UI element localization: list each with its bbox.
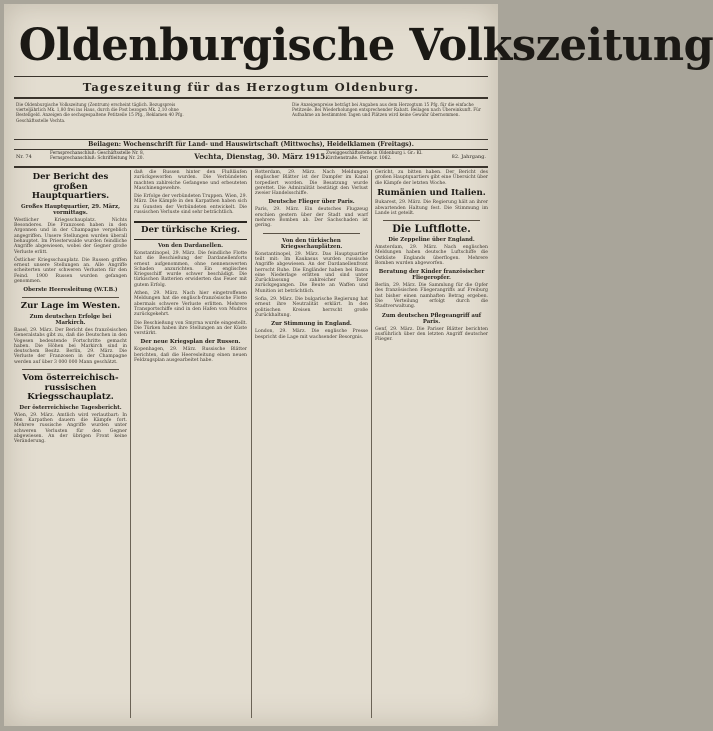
section-headline: Der türkische Krieg. [141, 225, 240, 236]
article-divider [263, 233, 360, 234]
masthead-title: Oldenburgische Volkszeitung [18, 20, 713, 71]
article-text: Konstantinopel, 29. März. Das Hauptquartier teilt mit: Im Kaukasus wurden russische Angriffe abgewiesen. An der Dardanellenfront herrscht Ruhe. Die Engländer haben bei Basra eine Niederlage erlitten und sind unter Zurücklassung zahlreicher Toter zurückgegangen. Die Beute an Waffen und Munition ist beträchtlich. [255, 251, 368, 294]
masthead-subtitle: Tageszeitung für das Herzogtum Oldenburg. [82, 80, 420, 94]
article-subheadline: Von den türkischen Kriegsschauplätzen. [280, 237, 343, 250]
column-separator [371, 170, 372, 718]
article-headline: Der Bericht des großen Hauptquartiers. [31, 172, 110, 202]
advertising-info: Die Anzeigenpreise beträgt bei Angaben aus dem Herzogtum 15 Pfg. für die einfache Petitzeile. Bei Wiederholungen entsprechender Rabatt. Beilagen nach Übereinkunft. Für Aufnahme an bestimmten Tagen und Plätzen wird keine Gewähr übernommen. [292, 102, 481, 118]
article-text: Östlicher Kriegsschauplatz. Die Russen griffen erneut unsere Stellungen an. Alle Angriffe scheiterten unter schweren Verlusten für den Feind. 1900 Russen wurden gefangen genommen. [14, 257, 127, 285]
masthead-rule-bottom [14, 97, 488, 99]
subscription-info: Die Oldenburgische Volkszeitung (Zentrum) erscheint täglich. Bezugspreis vierteljährlich Mk. 1,80 frei ins Haus, durch die Post bezogen Mk. 2,10 ohne Bestellgeld. Anzeigen die sechsgespaltene Petitzeile 15 Pfg., Reklamen 40 Pfg. Geschäftsstelle Vechta. [16, 102, 184, 123]
article-subheadline: Zum deutschen Erfolge bei Markirch. [29, 313, 112, 326]
article-subheadline: Von den Dardanellen. [157, 242, 223, 249]
column-2 [134, 170, 247, 718]
article-text: daß die Russen hinter den Flußläufen zurückgeworfen wurden. Die Verbündeten machten zahlreiche Gefangene und erbeuteten Maschinengewehre. [134, 170, 247, 191]
section-header-box [134, 221, 247, 240]
info-rule [14, 139, 488, 140]
issue-number: Nr. 74 [16, 154, 32, 160]
column-1 [14, 170, 127, 718]
column-separator [251, 170, 252, 718]
newspaper-page [4, 4, 713, 726]
phone-info: Fernsprechanschluß: Geschäftsstelle Nr. 8, Fernsprechanschluß: Schriftleitung Nr. 20. [50, 151, 145, 161]
article-subheadline: Zur Stimmung in England. [271, 321, 352, 328]
article-text: Gericht, zu bitten haben. Der Bericht des großen Hauptquartiers gibt eine Übersicht über die Kämpfe der letzten Woche. [375, 170, 488, 186]
column-3 [255, 170, 368, 718]
dateline-rule [14, 166, 488, 168]
article-text: Amsterdam, 29. März. Nach englischen Meldungen haben deutsche Luftschiffe die Ostküste Englands überflogen. Mehrere Bomben wurden abgeworfen. [375, 244, 488, 266]
article-text: London, 29. März. Die englische Presse bespricht die Lage mit wachsender Besorgnis. [255, 329, 368, 340]
article-subheadline: Der neue Kriegsplan der Russen. [140, 339, 241, 346]
article-text: Konstantinopel, 29. März. Die feindliche Flotte hat die Beschießung der Dardanellenforts erneut aufgenommen, ohne nennenswerten Schaden anzurichten. Ein englisches Kriegsschiff wurde schwer beschädigt. Die türkischen Batterien erwiderten das Feuer mit gutem Erfolg. [134, 250, 247, 288]
column-separator [130, 170, 131, 718]
supplement-line: Beilagen: Wochenschrift für Land- und Hauswirtschaft (Mittwochs), Heidelklamen (Freitags). [88, 141, 414, 148]
article-divider [22, 369, 119, 370]
article-text: Rotterdam, 29. März. Nach Meldungen englischer Blätter ist der Dampfer im Kanal torpediert worden. Die Besatzung wurde gerettet. Die Admiralität bestätigt den Verlust zweier Handelsschiffe. [255, 170, 368, 197]
masthead-rule-top [14, 76, 488, 77]
column-4 [375, 170, 488, 718]
article-text: Sofia, 29. März. Die bulgarische Regierung hat erneut ihre Neutralität erklärt. In den politischen Kreisen herrscht große Zurückhaltung. [255, 297, 368, 318]
article-headline: Vom österreichisch-russischen Kriegsschauplatz. [22, 373, 119, 403]
article-headline: Die Luftflotte. [392, 224, 471, 236]
article-signature: Oberste Heeresleitung (W.T.B.) [23, 287, 118, 294]
article-text: Kopenhagen, 29. März. Russische Blätter berichten, daß die Heeresleitung einen neuen Feldzugsplan ausgearbeitet habe. [134, 347, 247, 364]
article-text: Die Beschießung von Smyrna wurde eingestellt. Die Türken haben ihre Stellungen an der Küste verstärkt. [134, 320, 247, 337]
article-divider [383, 220, 480, 221]
article-text: Berlin, 29. März. Die Sammlung für die Opfer des französischen Fliegerangriffs auf Freiburg hat bisher einen namhaften Betrag ergeben. Die Verteilung erfolgt durch die Stadtverwaltung. [375, 283, 488, 310]
volume-number: 82. Jahrgang. [451, 154, 486, 160]
article-subheadline: Beratung der Kinder französischer Fliegeropfer. [378, 269, 485, 282]
article-headline: Rumänien und Italien. [377, 187, 486, 198]
article-subheadline: Zum deutschen Pflegeangriff auf Paris. [381, 312, 482, 325]
article-text: Paris, 29. März. Ein deutsches Flugzeug erschien gestern über der Stadt und warf mehrere Bomben ab. Der Sachschaden ist gering. [255, 207, 368, 229]
branch-office-info: Zweiggeschäftsstelle in Oldenburg i. Gr.: Kl. Kirchenstraße. Fernspr. 1062. [326, 151, 423, 161]
article-text: Wien, 29. März. Amtlich wird verlautbart: In den Karpathen dauern die Kämpfe fort. Mehrere russische Angriffe wurden unter schweren Verlusten für den Gegner abgewiesen. An der übrigen Front keine Veränderung. [14, 412, 127, 445]
article-subheadline: Großes Hauptquartier, 29. März, vormittags. [21, 203, 120, 216]
article-text: Genf, 29. März. Die Pariser Blätter berichten ausführlich über den letzten Angriff deutscher Flieger. [375, 326, 488, 343]
article-divider [22, 297, 119, 298]
article-subheadline: Der österreichische Tagesbericht. [19, 404, 122, 411]
article-text: Westlicher Kriegsschauplatz. Nichts Besonderes. Die Franzosen haben in den Argonnen und in der Champagne vergeblich angegriffen. Unsere Stellungen wurden überall behauptet. Im Priesterwalde wurden feindliche Angriffe abgewiesen, wobei der Gegner große Verluste erlitt. [14, 217, 127, 255]
article-subheadline: Die Zeppeline über England. [388, 236, 475, 243]
article-subheadline: Deutsche Flieger über Paris. [268, 199, 355, 206]
article-text: Die Erfolge der verbündeten Truppen. Wien, 29. März. Die Kämpfe in den Karpathen haben sich zu Gunsten der Verbündeten entwickelt. Die russischen Verluste sind sehr beträchtlich. [134, 194, 247, 216]
article-text: Basel, 29. März. Der Bericht des französischen Generalstabs gibt zu, daß die Deutschen in den Vogesen bedeutende Fortschritte gemacht haben. Die Höhen bei Markirch sind in deutschem Besitz. Berlin, 29. März. Die Verluste der Franzosen in der Champagne werden auf über 3 000 000 Mann geschätzt. [14, 327, 127, 365]
article-text: Bukarest, 29. März. Die Regierung hält an ihrer abwartenden Haltung fest. Die Stimmung im Lande ist geteilt. [375, 200, 488, 217]
article-text: Athen, 29. März. Nach hier eingetroffenen Meldungen hat die englisch-französische Flotte abermals schwere Verluste erlitten. Mehrere Transportschiffe sind in den Hafen von Mudros zurückgekehrt. [134, 291, 247, 318]
dateline [14, 150, 488, 166]
article-headline: Zur Lage im Westen. [20, 301, 121, 312]
issue-date: Vechta, Dienstag, 30. März 1915. [194, 152, 328, 161]
